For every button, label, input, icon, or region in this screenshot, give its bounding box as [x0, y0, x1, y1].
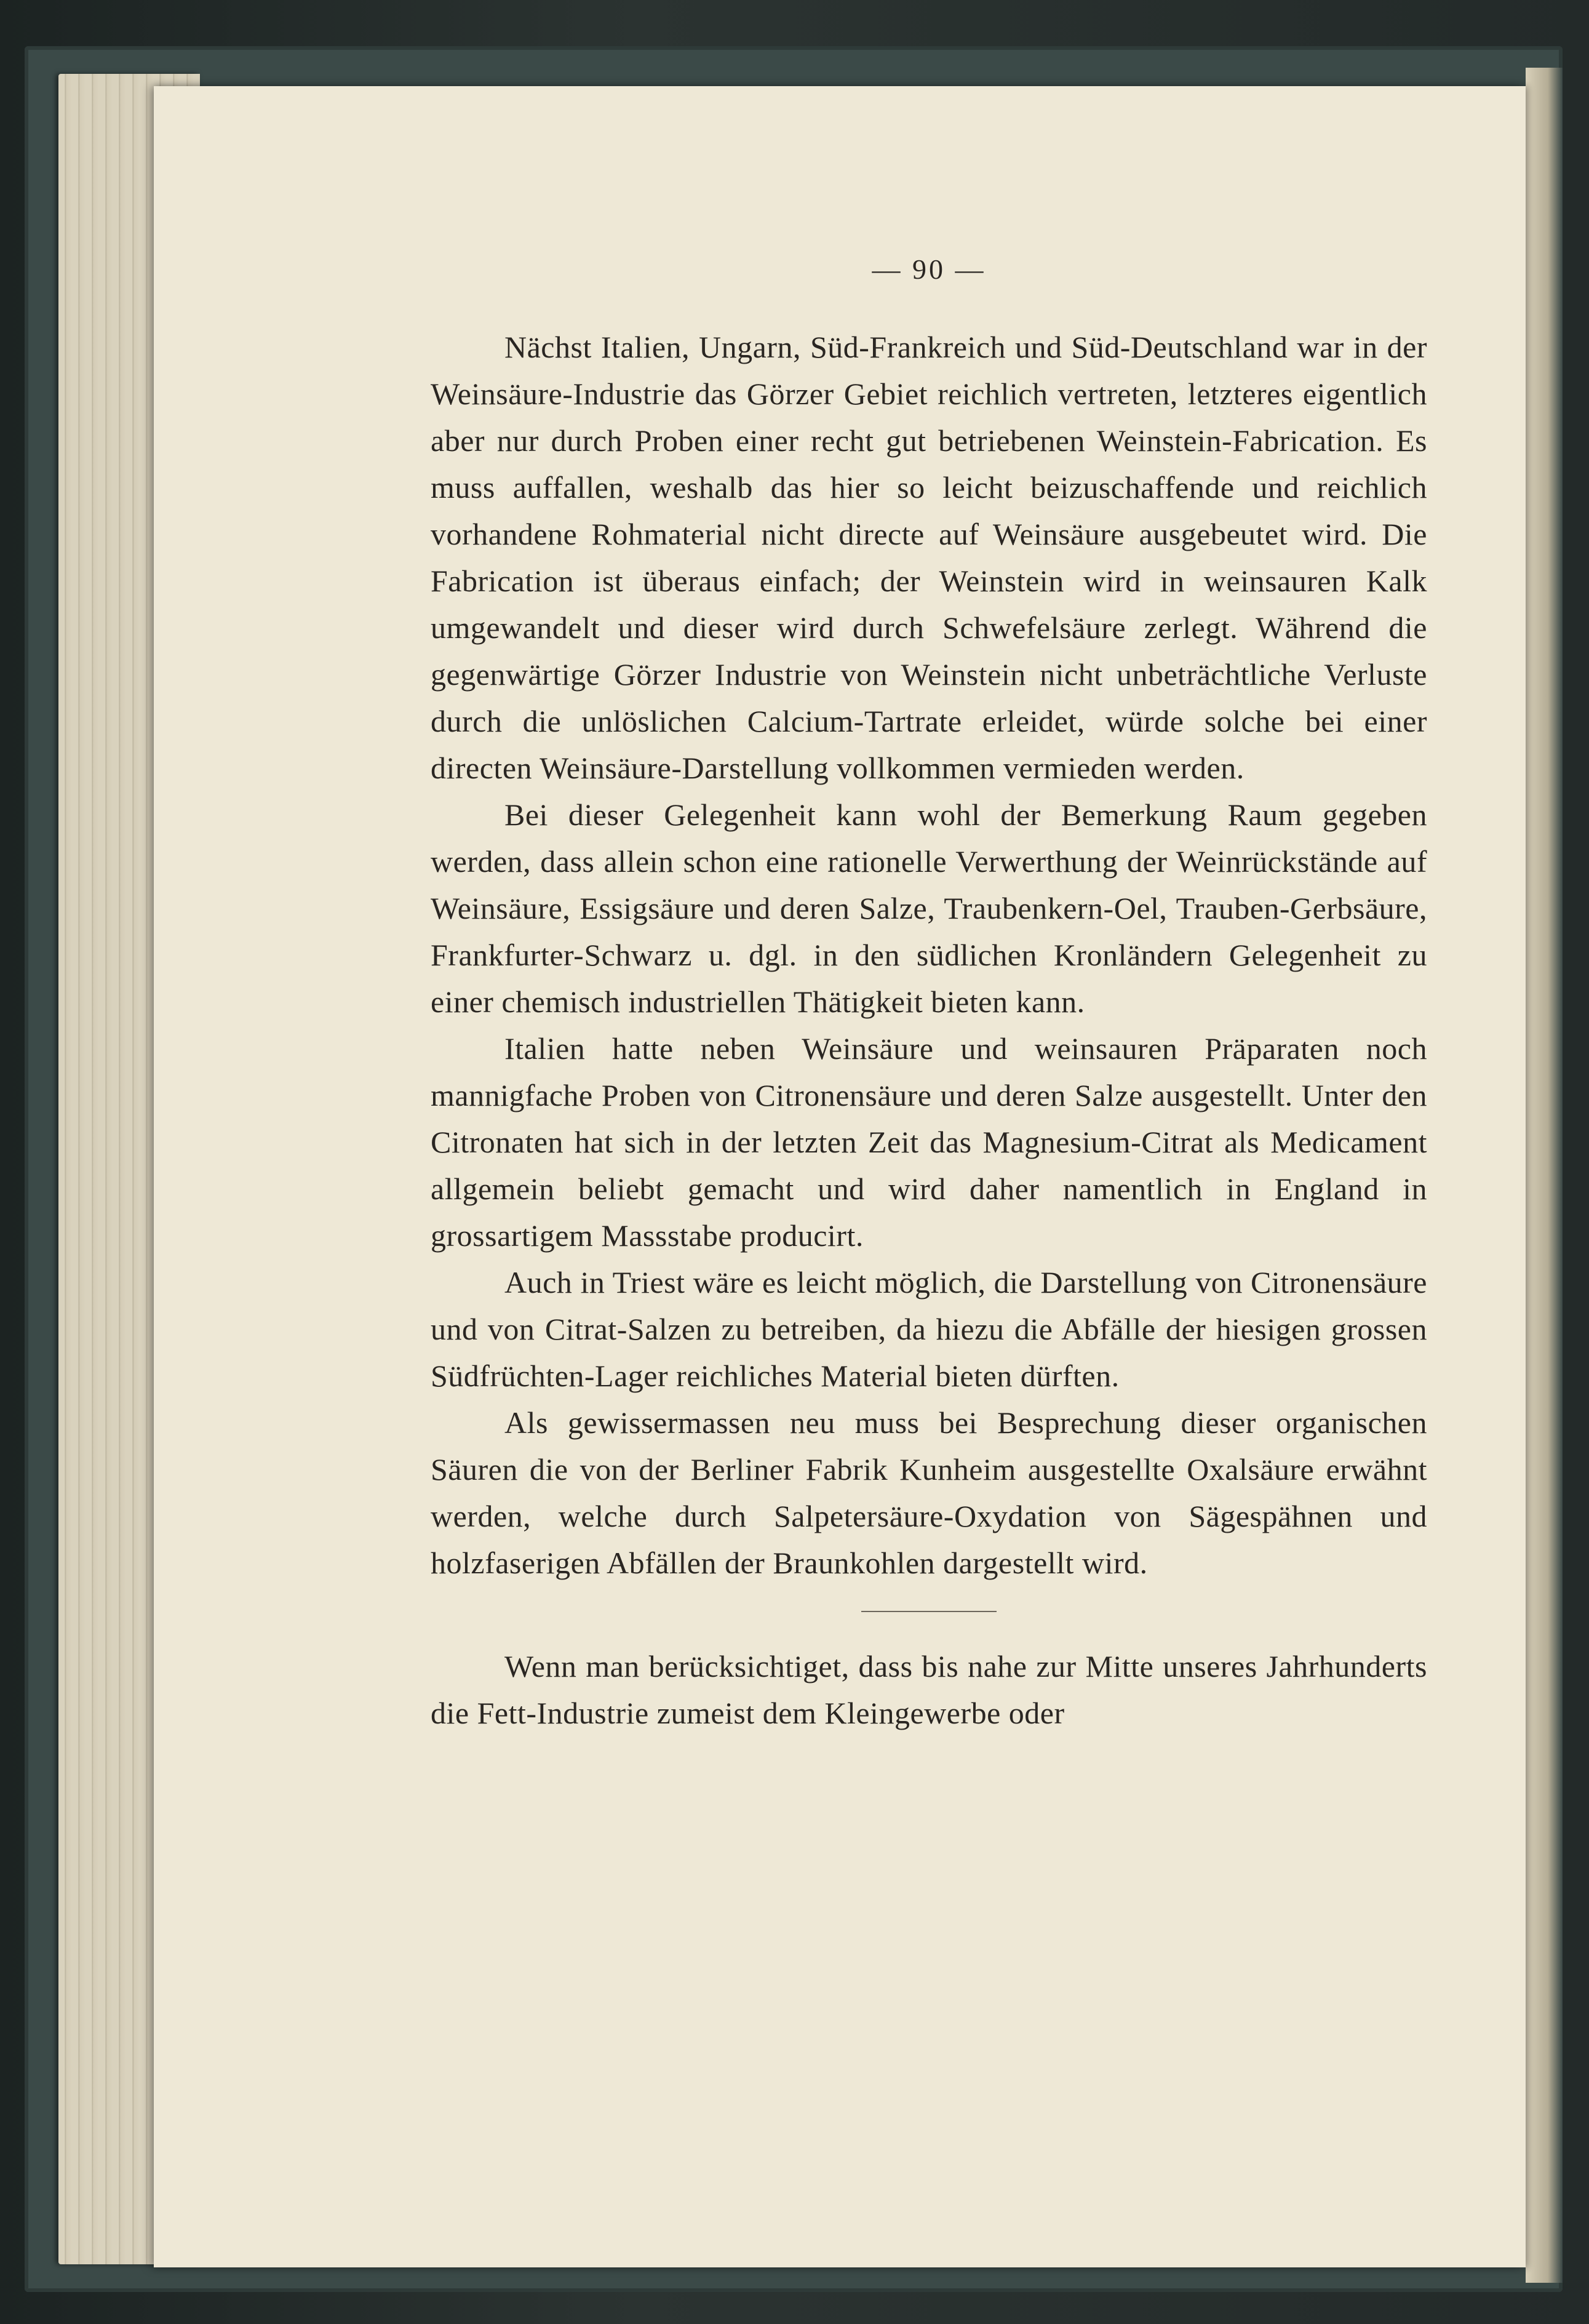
page-content — [431, 246, 1427, 1736]
section-divider — [861, 1611, 997, 1612]
paragraph-6: Wenn man berücksichtiget, dass bis nahe zur Mitte unseres Jahrhunderts die Fett-Industrie zumeist dem Kleingewerbe oder — [431, 1649, 1427, 1730]
paragraph-5: Als gewissermassen neu muss bei Besprechung dieser organischen Säuren die von der Berliner Fabrik Kunheim ausgestellte Oxalsäure erwähnt werden, welche durch Salpetersäure-Oxydation von Sägespähnen und holzfaserigen Abfällen der Braunkohlen dargestellt wird. — [431, 1405, 1427, 1580]
paragraph-1: Nächst Italien, Ungarn, Süd-Frankreich und Süd-Deutschland war in der Weinsäure-Industrie das Görzer Gebiet reichlich vertreten, letzteres eigentlich aber nur durch Proben einer recht gut betriebenen Weinstein-Fabrication. Es muss auffallen, weshalb das hier so leicht beizuschaffende und reichlich vorhandene Rohmaterial nicht directe auf Weinsäure ausgebeutet wird. Die Fabrication ist überaus einfach; der Weinstein wird in weinsauren Kalk umgewandelt und dieser wird durch Schwefelsäure zerlegt. Während die gegenwärtige Görzer Industrie von Weinstein nicht unbeträchtliche Verluste durch die unlöslichen Calcium-Tartrate erleidet, würde solche bei einer directen Weinsäure-Darstellung vollkommen vermieden werden. — [431, 330, 1427, 785]
paragraph-2: Bei dieser Gelegenheit kann wohl der Bemerkung Raum gegeben werden, dass allein schon eine rationelle Verwerthung der Weinrückstände auf Weinsäure, Essigsäure und deren Salze, Traubenkern-Oel, Trauben-Gerbsäure, Frankfurter-Schwarz u. dgl. in den südlichen Kronländern Gelegenheit zu einer chemisch industriellen Thätigkeit bieten kann. — [431, 797, 1427, 1019]
page-number: — 90 — — [872, 254, 986, 285]
paragraph-4: Auch in Triest wäre es leicht möglich, die Darstellung von Citronensäure und von Citrat-Salzen zu betreiben, da hiezu die Abfälle der hiesigen grossen Südfrüchten-Lager reichliches Material bieten dürften. — [431, 1265, 1427, 1393]
right-page-edge — [1526, 68, 1563, 2283]
paragraph-3: Italien hatte neben Weinsäure und weinsauren Präparaten noch mannigfache Proben von Citronensäure und deren Salze ausgestellt. Unter den Citronaten hat sich in der letzten Zeit das Magnesium-Citrat als Medicament allgemein beliebt gemacht und wird daher namentlich in England in grossartigem Massstabe producirt. — [431, 1031, 1427, 1253]
